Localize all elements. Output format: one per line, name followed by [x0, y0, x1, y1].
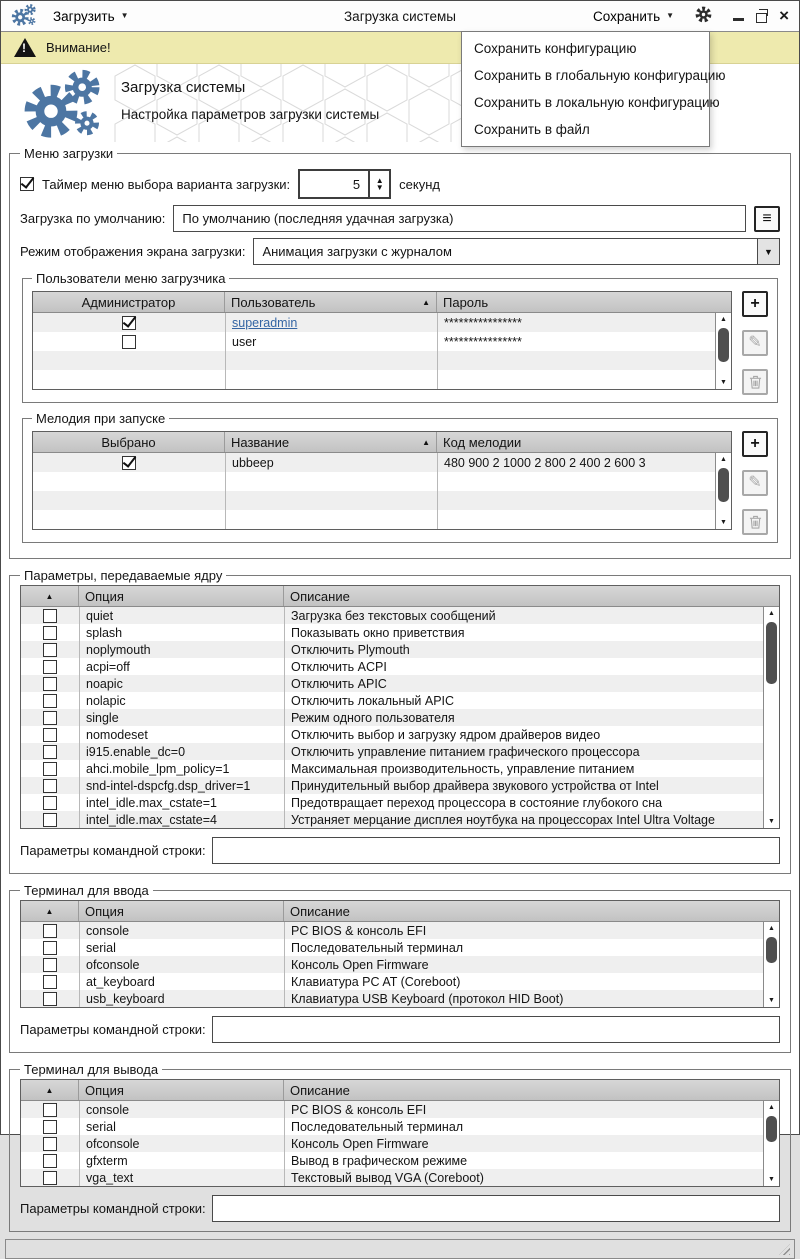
column-header-melody-code[interactable]: Код мелодии: [443, 434, 522, 450]
column-divider: [225, 313, 226, 389]
param-checkbox[interactable]: [43, 609, 57, 623]
kernel-param-row[interactable]: [21, 811, 763, 828]
terminal-output-scrollbar[interactable]: [763, 1101, 779, 1186]
boot-users-legend: Пользователи меню загрузчика: [36, 271, 226, 286]
param-description: Загрузка без текстовых сообщений: [291, 608, 496, 623]
column-header-check-sort[interactable]: [21, 1080, 79, 1100]
kernel-param-row[interactable]: [21, 607, 763, 624]
user-name: user: [232, 334, 257, 349]
column-header-description[interactable]: Описание: [290, 1082, 350, 1098]
spinner-down-icon[interactable]: ▼: [375, 183, 384, 192]
admin-checkbox[interactable]: [122, 316, 136, 330]
scroll-up-icon[interactable]: ▲: [768, 925, 775, 932]
users-scrollbar[interactable]: [715, 313, 731, 389]
melody-table-header: [33, 432, 731, 453]
terminal-input-cmdline-row: [20, 1016, 780, 1043]
column-header-option[interactable]: Опция: [79, 586, 284, 606]
display-mode-row: [20, 238, 780, 265]
window-controls: [733, 6, 789, 25]
user-table-row[interactable]: [33, 313, 715, 332]
param-checkbox[interactable]: [43, 677, 57, 691]
display-mode-label: Режим отображения экрана загрузки:: [20, 244, 246, 259]
param-checkbox[interactable]: [43, 762, 57, 776]
save-menu-item[interactable]: Сохранить конфигурацию: [474, 41, 637, 56]
param-description: Показывать окно приветствия: [291, 625, 465, 640]
param-option: splash: [86, 625, 123, 640]
toolbar: [1, 1, 799, 32]
column-header-option[interactable]: Опция: [79, 901, 284, 921]
trash-icon: [749, 515, 762, 529]
sort-ascending-icon: ▲: [45, 1085, 54, 1095]
param-description: Отключить Plymouth: [291, 642, 410, 657]
option-checkbox[interactable]: [43, 924, 57, 938]
param-checkbox[interactable]: [43, 694, 57, 708]
kernel-param-row[interactable]: [21, 743, 763, 760]
terminal-output-body: [21, 1101, 779, 1186]
sort-ascending-icon: ▲: [45, 591, 54, 601]
terminal-output-group: [9, 1062, 791, 1232]
param-description: Отключить локальный APIC: [291, 693, 455, 708]
option-checkbox[interactable]: [43, 975, 57, 989]
melody-table-row[interactable]: [33, 453, 715, 472]
option-checkbox[interactable]: [43, 1154, 57, 1168]
column-divider: [79, 922, 80, 1007]
cmdline-label: Параметры командной строки:: [20, 1022, 206, 1037]
option-description: Клавиатура USB Keyboard (протокол HID Boot): [291, 991, 564, 1006]
kernel-cmdline-row: [20, 837, 780, 864]
column-header-admin[interactable]: Администратор: [33, 292, 225, 312]
option-description: PC BIOS & консоль EFI: [291, 923, 427, 938]
melody-table: [32, 431, 732, 530]
kernel-param-row[interactable]: [21, 675, 763, 692]
startup-melody-legend: Мелодия при запуске: [36, 411, 166, 426]
boot-menu-legend: Меню загрузки: [24, 146, 114, 161]
scroll-up-icon[interactable]: ▲: [768, 1104, 775, 1111]
users-actions: [742, 291, 768, 395]
option-description: Последовательный терминал: [291, 1119, 464, 1134]
melody-name: ubbeep: [232, 455, 274, 470]
kernel-param-row[interactable]: [21, 641, 763, 658]
param-description: Максимальная производительность, управление питанием: [291, 761, 635, 776]
scroll-up-icon[interactable]: ▲: [720, 316, 727, 323]
param-checkbox[interactable]: [43, 728, 57, 742]
terminal-output-table: [20, 1079, 780, 1187]
edit-melody-button[interactable]: [742, 470, 768, 496]
admin-checkbox[interactable]: [122, 335, 136, 349]
add-user-button[interactable]: [742, 291, 768, 317]
melody-actions: [742, 431, 768, 535]
combo-caret-down-icon[interactable]: ▼: [757, 239, 779, 264]
delete-user-button[interactable]: [742, 369, 768, 395]
melody-scrollbar[interactable]: [715, 453, 731, 529]
option-name: gfxterm: [86, 1153, 128, 1168]
timer-label: Таймер меню выбора варианта загрузки:: [42, 176, 291, 192]
melody-checkbox[interactable]: [122, 456, 136, 470]
default-boot-label: Загрузка по умолчанию:: [20, 211, 166, 226]
option-name: serial: [86, 940, 116, 955]
terminal-input-legend: Терминал для ввода: [24, 883, 149, 898]
spinner-arrows[interactable]: [368, 171, 389, 197]
boot-users-group: [22, 271, 778, 403]
user-password: ****************: [444, 334, 522, 349]
melody-rows: [33, 453, 715, 529]
save-dropdown-menu: [461, 31, 726, 147]
scroll-up-icon[interactable]: ▲: [768, 610, 775, 617]
save-menu-item[interactable]: Сохранить в файл: [474, 122, 590, 137]
window-title: Загрузка системы: [344, 8, 456, 24]
terminal-option-row[interactable]: [21, 1169, 763, 1186]
param-checkbox[interactable]: [43, 643, 57, 657]
hamburger-icon: ≡: [762, 209, 772, 227]
option-name: console: [86, 1102, 130, 1117]
scroll-down-icon[interactable]: ▼: [720, 379, 727, 386]
scroll-down-icon[interactable]: ▼: [768, 818, 775, 825]
terminal-option-row[interactable]: [21, 1135, 763, 1152]
save-menu-label: Сохранить: [593, 8, 661, 24]
param-checkbox[interactable]: [43, 626, 57, 640]
param-description: Устраняет мерцание дисплея ноутбука на процессорах Intel Ultra Voltage: [291, 812, 715, 827]
column-header-selected[interactable]: Выбрано: [33, 432, 225, 452]
kernel-param-row[interactable]: [21, 760, 763, 777]
default-boot-list-button[interactable]: [754, 206, 780, 232]
kernel-params-table: [20, 585, 780, 829]
param-description: Предотвращает переход процессора в состояние глубокого сна: [291, 795, 663, 810]
scrollbar-thumb[interactable]: [718, 328, 729, 362]
maximize-button[interactable]: [756, 13, 767, 23]
param-option: intel_idle.max_cstate=4: [86, 812, 217, 827]
load-menu-button[interactable]: [49, 7, 133, 26]
param-checkbox[interactable]: [43, 745, 57, 759]
terminal-input-group: [9, 883, 791, 1053]
spinner-up-icon[interactable]: ▲: [375, 176, 384, 185]
param-option: i915.enable_dc=0: [86, 744, 186, 759]
warning-triangle-icon: [14, 38, 36, 57]
option-description: Последовательный терминал: [291, 940, 464, 955]
terminal-output-cmdline[interactable]: [212, 1195, 780, 1222]
scroll-down-icon[interactable]: ▼: [720, 519, 727, 526]
kernel-param-row[interactable]: [21, 624, 763, 641]
terminal-output-cmdline-row: [20, 1195, 780, 1222]
column-header-description[interactable]: Описание: [290, 588, 350, 604]
trash-icon: [749, 375, 762, 389]
column-divider: [284, 922, 285, 1007]
param-option: nolapic: [86, 693, 126, 708]
terminal-input-rows: [21, 922, 763, 1007]
kernel-param-row[interactable]: [21, 777, 763, 794]
scrollbar-thumb[interactable]: [766, 622, 777, 684]
terminal-option-row[interactable]: [21, 939, 763, 956]
param-option: noapic: [86, 676, 123, 691]
toolbar-right: [589, 5, 789, 27]
scroll-down-icon[interactable]: ▼: [768, 1176, 775, 1183]
column-divider: [79, 1101, 80, 1186]
option-name: console: [86, 923, 130, 938]
kernel-scrollbar[interactable]: [763, 607, 779, 828]
terminal-option-row[interactable]: [21, 1152, 763, 1169]
param-description: Отключить управление питанием графического процессора: [291, 744, 640, 759]
melody-table-body: [33, 453, 731, 529]
option-checkbox[interactable]: [43, 992, 57, 1006]
option-name: ofconsole: [86, 1136, 140, 1151]
terminal-output-rows: [21, 1101, 763, 1186]
terminal-option-row[interactable]: [21, 956, 763, 973]
option-name: vga_text: [86, 1170, 134, 1185]
save-menu-button[interactable]: [589, 7, 678, 26]
app-logo-gears-icon: [11, 3, 37, 30]
param-description: Режим одного пользователя: [291, 710, 455, 725]
param-option: nomodeset: [86, 727, 148, 742]
display-mode-select[interactable]: [253, 238, 780, 265]
column-header-password[interactable]: Пароль: [443, 294, 489, 310]
column-divider: [79, 607, 80, 828]
scroll-down-icon[interactable]: ▼: [768, 997, 775, 1004]
timer-spinbox[interactable]: [298, 169, 391, 199]
edit-user-button[interactable]: [742, 330, 768, 356]
add-melody-button[interactable]: [742, 431, 768, 457]
kernel-rows: [21, 607, 763, 828]
page-subtitle: Настройка параметров загрузки системы: [121, 107, 380, 122]
param-option: ahci.mobile_lpm_policy=1: [86, 761, 230, 776]
sort-ascending-icon: ▲: [422, 297, 430, 307]
column-divider: [437, 313, 438, 389]
resize-grip[interactable]: [779, 1244, 790, 1255]
load-menu-label: Загрузить: [53, 8, 115, 24]
pencil-icon: ✎: [748, 474, 762, 491]
sort-ascending-icon: ▲: [422, 437, 430, 447]
column-header-check-sort[interactable]: [21, 586, 79, 606]
plus-icon: +: [750, 295, 760, 312]
close-button[interactable]: ×: [779, 6, 789, 25]
scrollbar-thumb[interactable]: [766, 1116, 777, 1142]
column-header-option[interactable]: Опция: [79, 1080, 284, 1100]
sort-ascending-icon: ▲: [45, 906, 54, 916]
kernel-param-row[interactable]: [21, 692, 763, 709]
terminal-option-row[interactable]: [21, 922, 763, 939]
display-mode-value: Анимация загрузки с журналом: [262, 244, 452, 259]
option-name: ofconsole: [86, 957, 140, 972]
user-password: ****************: [444, 315, 522, 330]
option-name: serial: [86, 1119, 116, 1134]
users-table-header: [33, 292, 731, 313]
option-checkbox[interactable]: [43, 941, 57, 955]
header-titles: [121, 79, 379, 122]
default-boot-row: [20, 205, 780, 232]
param-option: noplymouth: [86, 642, 151, 657]
option-description: Вывод в графическом режиме: [291, 1153, 468, 1168]
terminal-input-scrollbar[interactable]: [763, 922, 779, 1007]
column-header-check-sort[interactable]: [21, 901, 79, 921]
param-description: Отключить ACPI: [291, 659, 387, 674]
default-boot-value: По умолчанию (последняя удачная загрузка): [182, 211, 454, 226]
terminal-option-row[interactable]: [21, 990, 763, 1007]
users-table-wrap: [32, 291, 768, 395]
option-checkbox[interactable]: [43, 958, 57, 972]
users-table-body: [33, 313, 731, 389]
column-divider: [225, 453, 226, 529]
option-name: at_keyboard: [86, 974, 155, 989]
warning-text: Внимание!: [46, 40, 111, 55]
param-option: single: [86, 710, 119, 725]
param-checkbox[interactable]: [43, 779, 57, 793]
terminal-input-header: [21, 901, 779, 922]
scroll-up-icon[interactable]: ▲: [720, 456, 727, 463]
param-option: intel_idle.max_cstate=1: [86, 795, 217, 810]
save-menu-item[interactable]: Сохранить в локальную конфигурацию: [474, 95, 720, 110]
timer-value: 5: [352, 176, 361, 192]
melody-table-wrap: [32, 431, 768, 535]
terminal-input-table: [20, 900, 780, 1008]
kernel-params-group: [9, 568, 791, 874]
boot-gears-icon: [17, 68, 109, 143]
terminal-option-row[interactable]: [21, 1118, 763, 1135]
column-divider: [284, 607, 285, 828]
cmdline-label: Параметры командной строки:: [20, 1201, 206, 1216]
column-header-description[interactable]: Описание: [290, 903, 350, 919]
kernel-param-row[interactable]: [21, 658, 763, 675]
terminal-input-cmdline[interactable]: [212, 1016, 780, 1043]
kernel-cmdline-input[interactable]: [212, 837, 780, 864]
scrollbar-thumb[interactable]: [766, 937, 777, 963]
cmdline-label: Параметры командной строки:: [20, 843, 206, 858]
terminal-output-legend: Терминал для вывода: [24, 1062, 159, 1077]
kernel-param-row[interactable]: [21, 709, 763, 726]
users-rows: [33, 313, 715, 389]
settings-gear-icon[interactable]: [694, 5, 713, 27]
plus-icon: +: [750, 435, 760, 452]
pencil-icon: ✎: [748, 334, 762, 351]
default-boot-field[interactable]: [173, 205, 746, 232]
user-table-row[interactable]: [33, 332, 715, 351]
page-title: Загрузка системы: [121, 79, 246, 96]
terminal-input-body: [21, 922, 779, 1007]
option-checkbox[interactable]: [43, 1103, 57, 1117]
column-divider: [284, 1101, 285, 1186]
status-bar: [5, 1239, 795, 1259]
param-checkbox[interactable]: [43, 796, 57, 810]
option-description: Консоль Open Firmware: [291, 957, 429, 972]
param-description: Принудительный выбор драйвера звукового устройства от Intel: [291, 778, 659, 793]
save-menu-item[interactable]: Сохранить в глобальную конфигурацию: [474, 68, 726, 83]
option-checkbox[interactable]: [43, 1120, 57, 1134]
kernel-param-row[interactable]: [21, 794, 763, 811]
scrollbar-thumb[interactable]: [718, 468, 729, 502]
param-description: Отключить выбор и загрузку ядром драйверов видео: [291, 727, 601, 742]
users-table: [32, 291, 732, 390]
option-description: Консоль Open Firmware: [291, 1136, 429, 1151]
option-description: PC BIOS & консоль EFI: [291, 1102, 427, 1117]
terminal-option-row[interactable]: [21, 973, 763, 990]
melody-code: 480 900 2 1000 2 800 2 400 2 600 3: [444, 455, 646, 470]
param-checkbox[interactable]: [43, 660, 57, 674]
user-name: superadmin: [232, 315, 298, 330]
kernel-table-header: [21, 586, 779, 607]
option-name: usb_keyboard: [86, 991, 165, 1006]
caret-down-icon: ▼: [120, 11, 129, 20]
param-checkbox[interactable]: [43, 711, 57, 725]
column-header-user[interactable]: Пользователь ▲: [225, 292, 437, 312]
terminal-option-row[interactable]: [21, 1101, 763, 1118]
param-description: Отключить APIC: [291, 676, 387, 691]
boot-menu-group: [9, 146, 791, 559]
kernel-params-legend: Параметры, передаваемые ядру: [24, 568, 223, 583]
terminal-output-header: [21, 1080, 779, 1101]
timer-checkbox[interactable]: [20, 177, 34, 191]
timer-row: [20, 169, 780, 199]
column-divider: [437, 453, 438, 529]
caret-down-icon: ▼: [666, 11, 675, 20]
option-checkbox[interactable]: [43, 1137, 57, 1151]
startup-melody-group: [22, 411, 778, 543]
column-header-name[interactable]: Название ▲: [225, 432, 437, 452]
minimize-button[interactable]: [733, 18, 744, 21]
delete-melody-button[interactable]: [742, 509, 768, 535]
kernel-param-row[interactable]: [21, 726, 763, 743]
option-checkbox[interactable]: [43, 1171, 57, 1185]
param-option: snd-intel-dspcfg.dsp_driver=1: [86, 778, 251, 793]
param-checkbox[interactable]: [43, 813, 57, 827]
timer-unit: секунд: [399, 176, 440, 192]
option-description: Текстовый вывод VGA (Coreboot): [291, 1170, 484, 1185]
param-option: quiet: [86, 608, 114, 623]
option-description: Клавиатура PC AT (Coreboot): [291, 974, 461, 989]
param-option: acpi=off: [86, 659, 130, 674]
kernel-table-body: [21, 607, 779, 828]
